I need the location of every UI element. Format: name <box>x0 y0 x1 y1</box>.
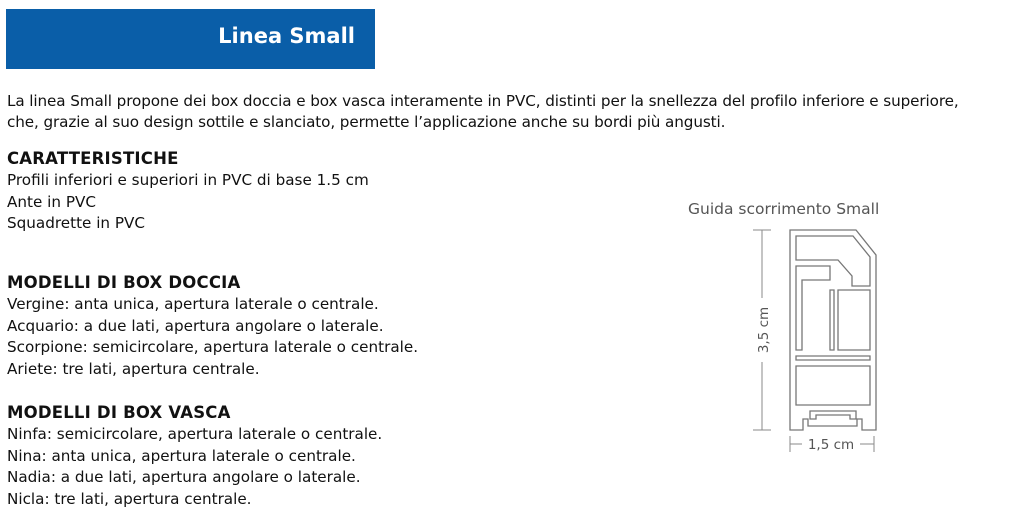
list-item: Scorpione: semicircolare, apertura laterale o centrale. <box>7 338 419 356</box>
caratteristiche-list <box>7 170 369 235</box>
caratteristiche-heading: CARATTERISTICHE <box>7 149 179 168</box>
list-item: Nicla: tre lati, apertura centrale. <box>7 489 252 508</box>
list-item: Profili inferiori e superiori in PVC di base 1.5 cm <box>7 171 369 189</box>
title-banner <box>6 9 375 69</box>
list-item: Ante in PVC <box>7 192 96 211</box>
list-item: Vergine: anta unica, apertura laterale o centrale. <box>7 295 379 313</box>
list-item: Nadia: a due lati, apertura angolare o laterale. <box>7 468 361 486</box>
height-label: 3,5 cm <box>756 306 772 354</box>
profile-diagram <box>680 200 900 464</box>
page-title: Linea Small <box>218 24 355 48</box>
profile-section <box>790 230 876 430</box>
box-doccia-section <box>7 272 418 380</box>
box-vasca-heading: MODELLI DI BOX VASCA <box>7 403 231 422</box>
intro-paragraph <box>7 91 1022 133</box>
box-doccia-list <box>7 294 418 380</box>
intro-line: La linea Small propone dei box doccia e box vasca interamente in PVC, distinti per la snellezza del profilo inferiore e superiore, <box>7 92 959 110</box>
box-vasca-list <box>7 424 382 510</box>
width-label: 1,5 cm <box>807 437 855 453</box>
list-item: Nina: anta unica, apertura laterale o centrale. <box>7 446 356 465</box>
caratteristiche-section <box>7 148 369 235</box>
list-item: Acquario: a due lati, apertura angolare o laterale. <box>7 316 384 335</box>
intro-line: che, grazie al suo design sottile e slanciato, permette l’applicazione anche su bordi più angusti. <box>7 113 726 131</box>
box-vasca-section <box>7 402 382 510</box>
list-item: Ariete: tre lati, apertura centrale. <box>7 359 260 378</box>
list-item: Ninfa: semicircolare, apertura laterale o centrale. <box>7 425 383 443</box>
profile-drawing <box>680 200 900 464</box>
list-item: Squadrette in PVC <box>7 214 146 232</box>
diagram-title: Guida scorrimento Small <box>688 200 880 218</box>
box-doccia-heading: MODELLI DI BOX DOCCIA <box>7 273 241 292</box>
